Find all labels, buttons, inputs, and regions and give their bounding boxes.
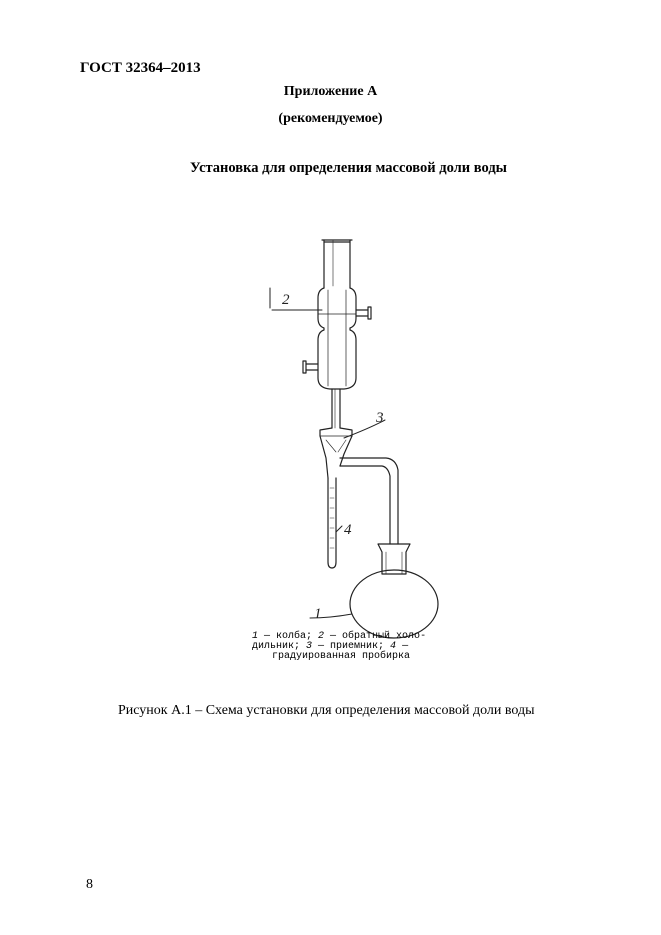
figure-caption: Рисунок А.1 – Схема установки для определения массовой доли воды <box>118 703 535 718</box>
receiver-trap <box>320 428 352 478</box>
label-tube: 4 <box>344 522 352 538</box>
condenser-upper-nozzle <box>356 307 371 319</box>
label-flask: 1 <box>314 606 322 622</box>
label-condenser: 2 <box>282 292 290 308</box>
condenser-jacket <box>318 288 356 389</box>
page-number: 8 <box>86 877 93 892</box>
legend-text-3: дильник; <box>252 641 307 652</box>
legend-num-1: 1 <box>252 631 259 642</box>
legend-num-4: 4 <box>390 641 397 652</box>
condenser-top-tube <box>322 240 352 288</box>
leader-lines <box>270 288 385 618</box>
condenser-outlet-tube <box>332 389 340 428</box>
section-title: Установка для определения массовой доли воды <box>190 160 507 176</box>
figure-legend <box>252 632 482 662</box>
condenser-lower-nozzle <box>303 361 318 373</box>
appendix-status: (рекомендуемое) <box>278 111 383 126</box>
legend-num-3: 3 <box>306 641 313 652</box>
apparatus-diagram <box>240 228 490 670</box>
round-bottom-flask <box>350 570 438 638</box>
legend-text-5: — <box>396 641 409 652</box>
appendix-title: Приложение А <box>283 84 378 99</box>
legend-text-6: градуированная пробирка <box>272 651 411 662</box>
legend-num-2: 2 <box>318 631 325 642</box>
legend-text-1: — колба; <box>258 631 319 642</box>
document-code: ГОСТ 32364–2013 <box>80 60 201 76</box>
apparatus-figure <box>240 228 490 670</box>
legend-text-4: — приемник; <box>312 641 391 652</box>
legend-text-2: — обратный холо- <box>324 631 427 642</box>
label-receiver: 3 <box>376 410 384 426</box>
legend-line-3 <box>252 652 482 662</box>
graduated-tube <box>328 478 336 568</box>
